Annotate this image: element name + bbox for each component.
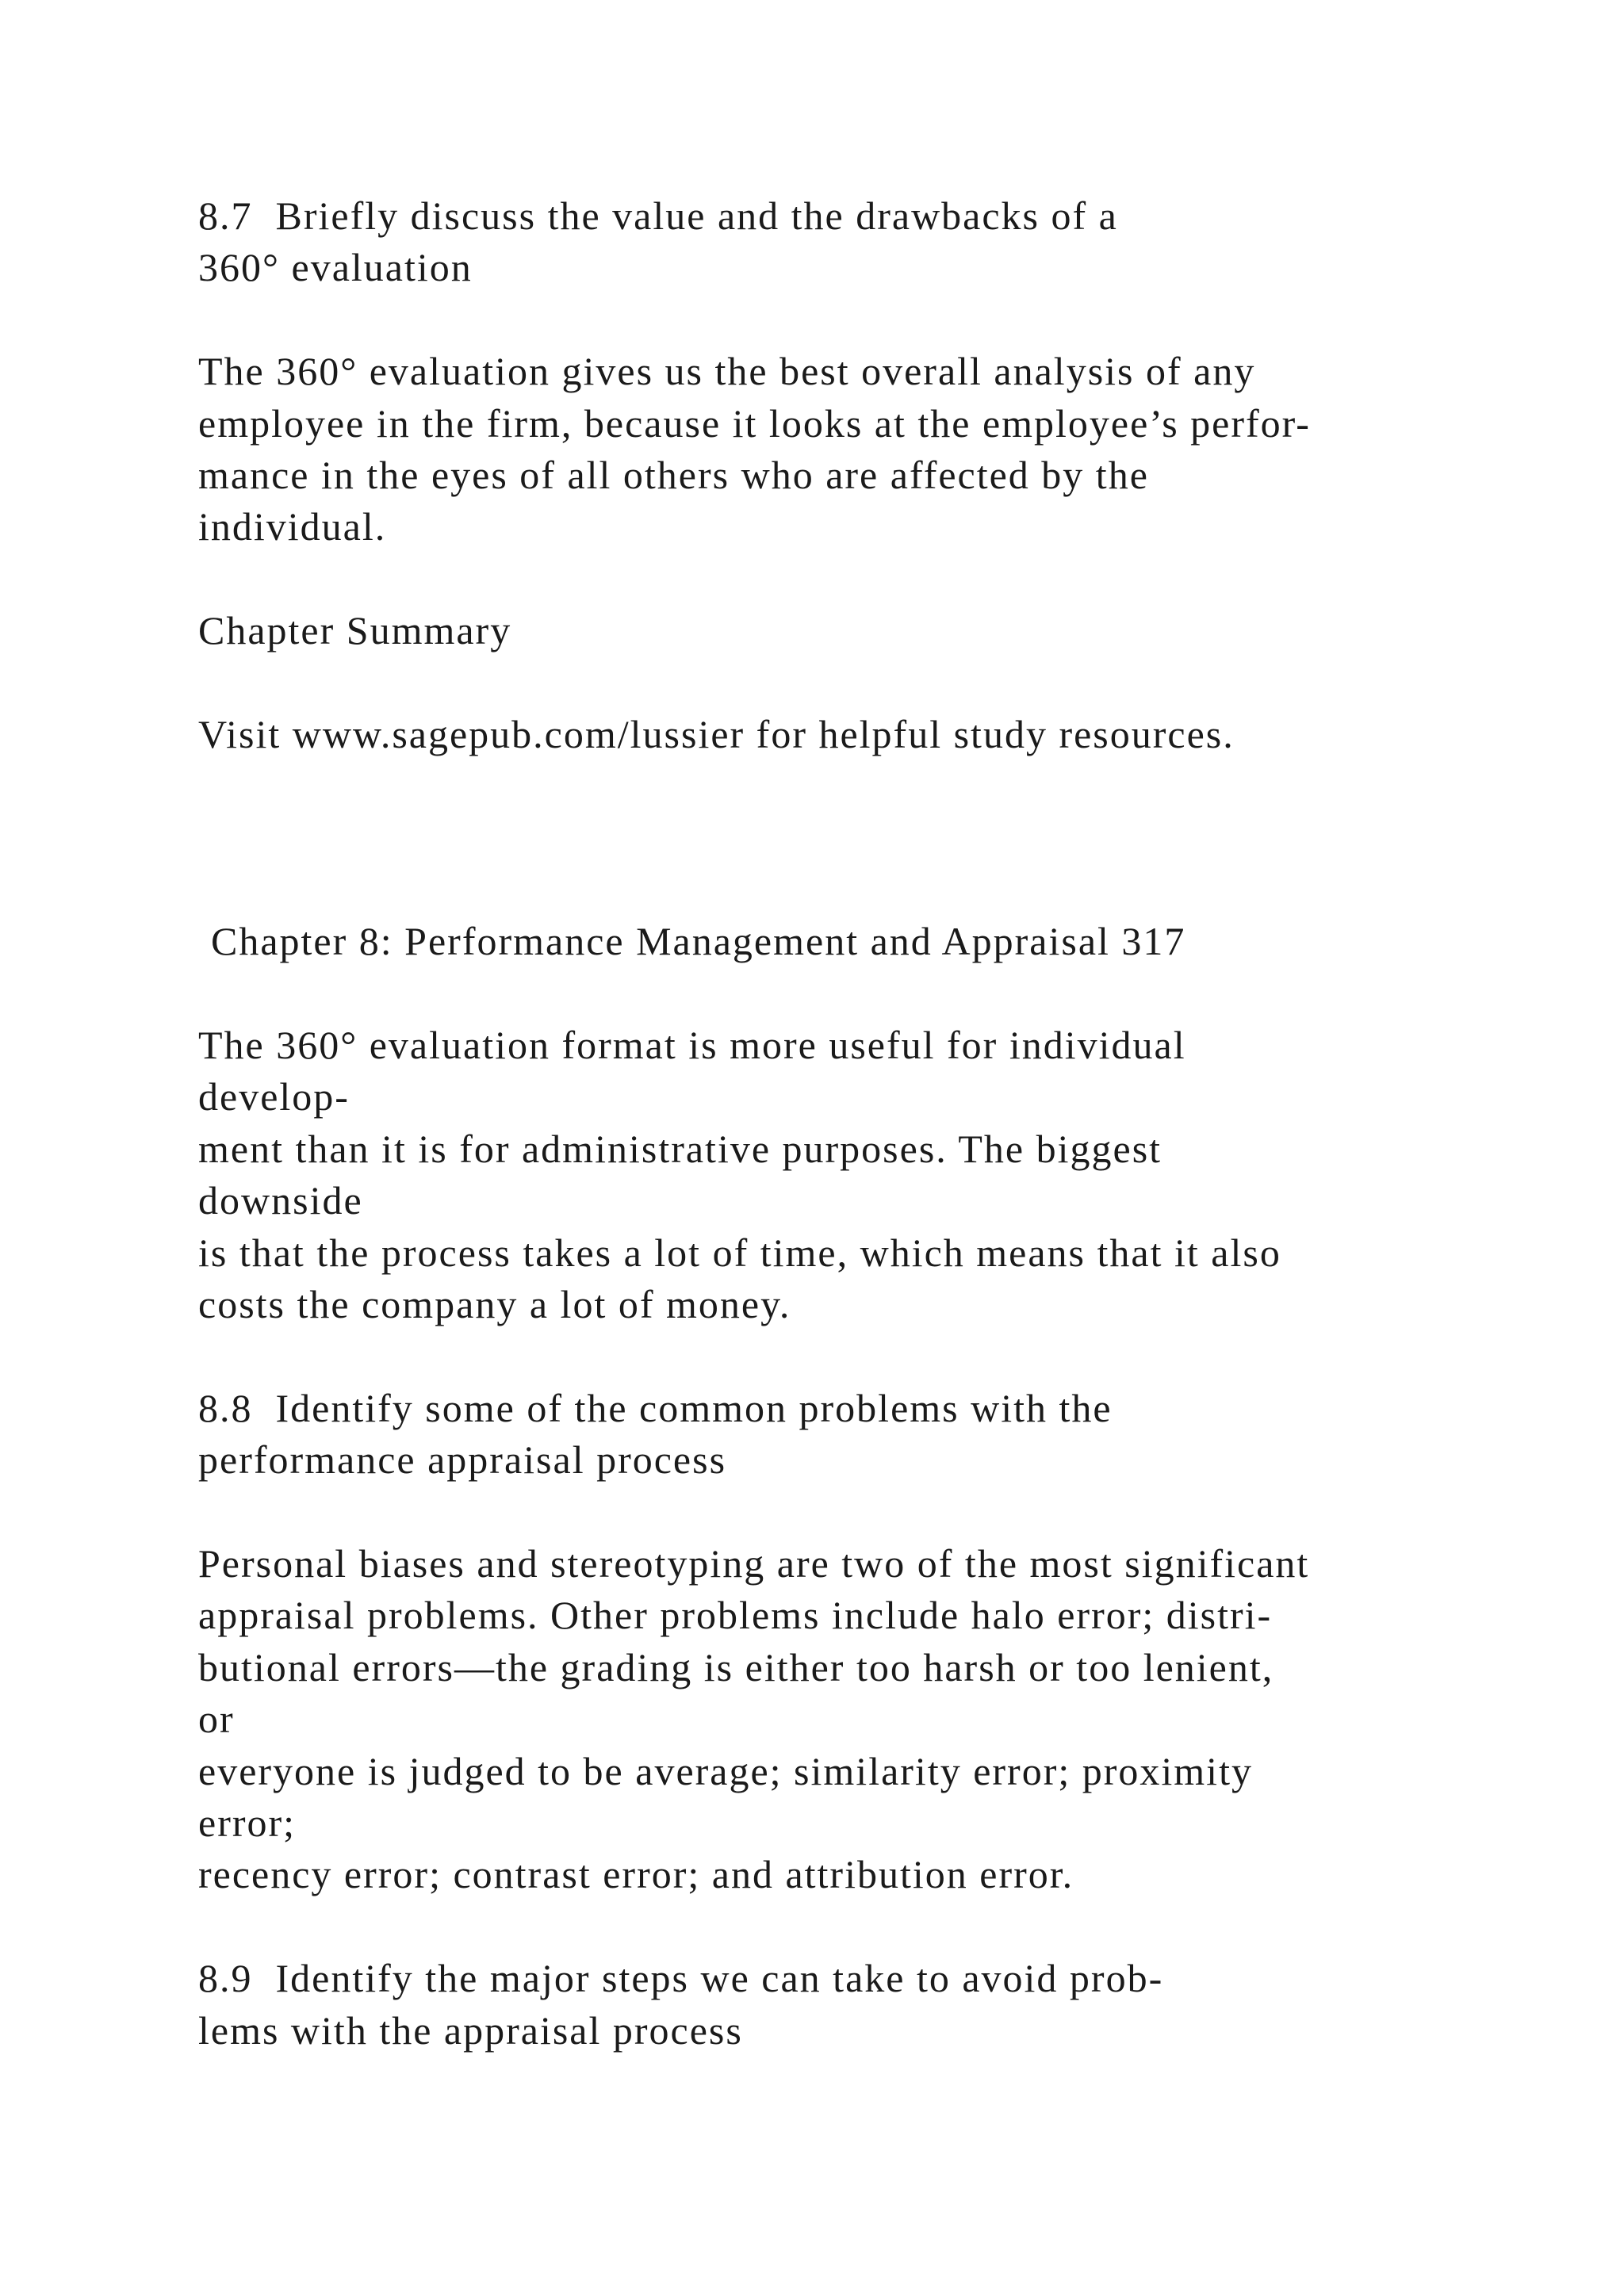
heading-line: 8.9 Identify the major steps we can take to avoid prob-	[198, 1956, 1164, 2001]
spacer	[198, 760, 1546, 916]
paragraph-line: appraisal problems. Other problems include halo error; distri-	[198, 1593, 1273, 1638]
section-8-7-continued-body	[198, 1020, 1546, 1330]
paragraph-line: ment than it is for administrative purposes. The biggest	[198, 1126, 1162, 1171]
chapter-summary-title: Chapter Summary	[198, 608, 512, 653]
paragraph-line: recency error; contrast error; and attribution error.	[198, 1852, 1074, 1897]
section-8-9-heading	[198, 1953, 1546, 2057]
spacer	[198, 294, 1546, 346]
heading-line: lems with the appraisal process	[198, 2007, 743, 2053]
paragraph-line: everyone is judged to be average; similarity error; proximity	[198, 1748, 1253, 1793]
heading-line: 8.7 Briefly discuss the value and the drawbacks of a	[198, 193, 1118, 238]
section-8-8-heading	[198, 1383, 1546, 1487]
spacer	[198, 1330, 1546, 1382]
paragraph-line: individual.	[198, 504, 387, 549]
heading-line: 8.8 Identify some of the common problems with the	[198, 1385, 1113, 1430]
paragraph-line: develop-	[198, 1074, 350, 1119]
section-8-7-body	[198, 346, 1546, 553]
paragraph-line: mance in the eyes of all others who are affected by the	[198, 452, 1149, 497]
paragraph-line: error;	[198, 1800, 297, 1845]
paragraph-line: is that the process takes a lot of time, which means that it also	[198, 1230, 1281, 1275]
spacer	[198, 1487, 1546, 1538]
spacer	[198, 968, 1546, 1020]
heading-line: performance appraisal process	[198, 1437, 727, 1483]
spacer	[198, 657, 1546, 709]
section-8-8-body	[198, 1538, 1546, 1901]
paragraph-line: The 360° evaluation format is more useful for individual	[198, 1023, 1186, 1068]
spacer	[198, 553, 1546, 605]
paragraph-line: Personal biases and stereotyping are two of the most significant	[198, 1540, 1310, 1586]
paragraph-line: employee in the firm, because it looks at the employee’s perfor-	[198, 400, 1311, 446]
section-8-7-heading	[198, 190, 1546, 294]
paragraph-line: costs the company a lot of money.	[198, 1282, 791, 1327]
study-resources-text: Visit www.sagepub.com/lussier for helpful study resources.	[198, 711, 1235, 756]
document-page	[198, 190, 1546, 2057]
heading-line: 360° evaluation	[198, 245, 473, 290]
paragraph-line: downside	[198, 1178, 363, 1223]
paragraph-line: or	[198, 1697, 235, 1742]
running-header: Chapter 8: Performance Management and Appraisal 317	[211, 919, 1186, 964]
spacer	[198, 1901, 1546, 1953]
paragraph-line: butional errors—the grading is either too harsh or too lenient,	[198, 1644, 1274, 1689]
paragraph-line: The 360° evaluation gives us the best overall analysis of any	[198, 349, 1256, 394]
